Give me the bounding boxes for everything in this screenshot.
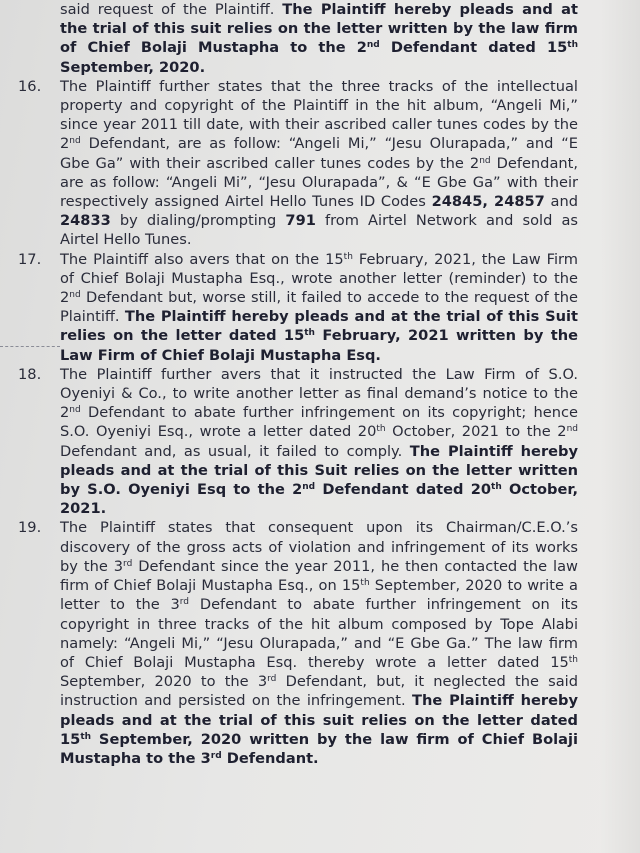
p19-text-3: September, 2020 to write a letter to the 3 (60, 577, 578, 614)
p19-sup-6: th (80, 731, 92, 742)
paragraph-18 (18, 365, 578, 519)
p17-text-3: Defendant but, worse still, it failed to accede to the request of the Plaintiff. (60, 289, 578, 326)
paragraph-17 (18, 250, 578, 365)
p18-text-1: The Plaintiff further avers that it instructed the Law Firm of S.O. Oyeniyi & Co., to write another letter as final demand’s notice to the 2 (60, 365, 578, 422)
p19-sup-3: rd (179, 597, 190, 608)
p19-bold-2: September, 2020 written by the law firm of Chief Bolaji Mustapha to the 3 (60, 730, 578, 767)
p16-code-2: 24833 (60, 212, 111, 230)
p19-sup-7: rd (210, 750, 222, 761)
p18-sup-1: nd (69, 405, 81, 416)
p19-text-1: The Plaintiff states that consequent upon its Chairman/C.E.O.’s discovery of the gross acts of violation and infringement of its works by the 3 (60, 519, 578, 575)
p19-text-2: Defendant since the year 2011, he then contacted the law firm of Chief Bolaji Mustapha Esq., on 15 (60, 557, 578, 595)
p18-bold-2: Defendant dated 20 (315, 481, 492, 499)
p19-bold-3: Defendant. (221, 749, 319, 767)
p19-sup-5: rd (267, 674, 277, 685)
intro-bold-3: September, 2020. (60, 58, 206, 76)
p17-bold-2: February, 2021 written by the Law Firm of Chief Bolaji Mustapha Esq. (60, 327, 578, 364)
p16-sup-1: nd (69, 136, 81, 147)
p17-sup-3: th (304, 328, 315, 339)
p17-bold-1: The Plaintiff hereby pleads and at the trial of this Suit relies on the letter dated 15 (60, 308, 578, 345)
p17-text-1: The Plaintiff also avers that on the 15 (60, 250, 344, 268)
p16-code-1: 24845, 24857 (431, 193, 545, 211)
page-shadow (600, 0, 640, 853)
p18-sup-5: th (491, 482, 502, 493)
p19-sup-1: rd (123, 558, 133, 569)
paragraph-body (60, 518, 578, 768)
p16-sup-2: nd (479, 155, 491, 166)
p16-code-3: 791 (285, 212, 316, 230)
p17-sup-2: nd (69, 290, 81, 301)
paragraph-19 (18, 518, 578, 768)
intro-sup-2: th (567, 40, 578, 51)
paragraph-number: 19. (18, 519, 42, 537)
paragraph-body (60, 250, 578, 365)
p18-text-3: October, 2021 to the 2 (385, 423, 567, 441)
p19-text-5: September, 2020 to the 3 (60, 673, 268, 691)
p17-sup-1: th (343, 251, 353, 262)
intro-bold-2: Defendant dated 15 (379, 39, 568, 57)
paragraph-number: 18. (18, 365, 42, 383)
paragraph-number: 16. (18, 77, 42, 95)
document-text (18, 0, 578, 768)
p19-sup-4: th (568, 654, 578, 665)
intro-text: said request of the Plaintiff. (60, 1, 283, 18)
p16-text-6: from Airtel Network and sold as Airtel Hello Tunes. (60, 212, 579, 249)
intro-sup-1: nd (366, 40, 380, 51)
p18-text-2: Defendant to abate further infringement on its copyright; hence S.O. Oyeniyi Esq., wrote a letter dated 20 (60, 404, 578, 441)
paragraph-body (60, 77, 578, 250)
p18-sup-3: nd (566, 424, 578, 435)
p16-text-5: by dialing/prompting (110, 212, 286, 230)
p16-text-2: Defendant, are as follow: “Angeli Mi,” “Jesu Olurapada,” and “E Gbe Ga” with their ascribed caller tunes codes by the 2 (60, 135, 578, 172)
paragraph-number: 17. (18, 250, 42, 268)
intro-paragraph (18, 0, 578, 77)
paragraph-16 (18, 77, 578, 250)
p17-text-2: February, 2021, the Law Firm of Chief Bolaji Mustapha Esq., wrote another letter (reminder) to the 2 (60, 250, 578, 307)
p16-text-1: The Plaintiff further states that the three tracks of the intellectual property and copyright of the Plaintiff in the hit album, “Angeli Mi,” since year 2011 till date, with their ascribed caller tunes codes by the 2 (60, 77, 578, 153)
p18-text-4: Defendant and, as usual, it failed to comply. (60, 442, 410, 460)
p18-sup-4: nd (302, 482, 316, 493)
p19-text-6: Defendant, but, it neglected the said instruction and persisted on the infringement. (60, 673, 578, 710)
paragraph-body (60, 365, 578, 519)
p16-text-4: and (544, 193, 579, 211)
p16-text-3: Defendant, are as follow: “Angeli Mi”, “Jesu Olurapada”, & “E Gbe Ga” with their respectively assigned Airtel Hello Tunes ID Codes (60, 154, 579, 211)
p19-text-4: Defendant to abate further infringement on its copyright in three tracks of the hit album composed by Tope Alabi namely: “Angeli Mi,” “Jesu Olurapada,” and “E Gbe Ga.” The law firm of Chief Bolaji Mustapha Esq. thereby wrote a letter dated 15 (60, 596, 578, 671)
p19-bold-1: The Plaintiff hereby pleads and at the trial of this suit relies on the letter dated 15 (60, 692, 578, 748)
p19-sup-2: th (360, 578, 370, 589)
p18-bold-3: October, 2021. (60, 481, 578, 518)
intro-bold-1: The Plaintiff hereby pleads and at the trial of this suit relies on the letter written by the law firm of Chief Bolaji Mustapha to the 2 (60, 1, 578, 57)
p18-sup-2: th (376, 424, 386, 435)
p18-bold-1: The Plaintiff hereby pleads and at the trial of this Suit relies on the letter written by S.O. Oyeniyi Esq to the 2 (60, 442, 579, 499)
